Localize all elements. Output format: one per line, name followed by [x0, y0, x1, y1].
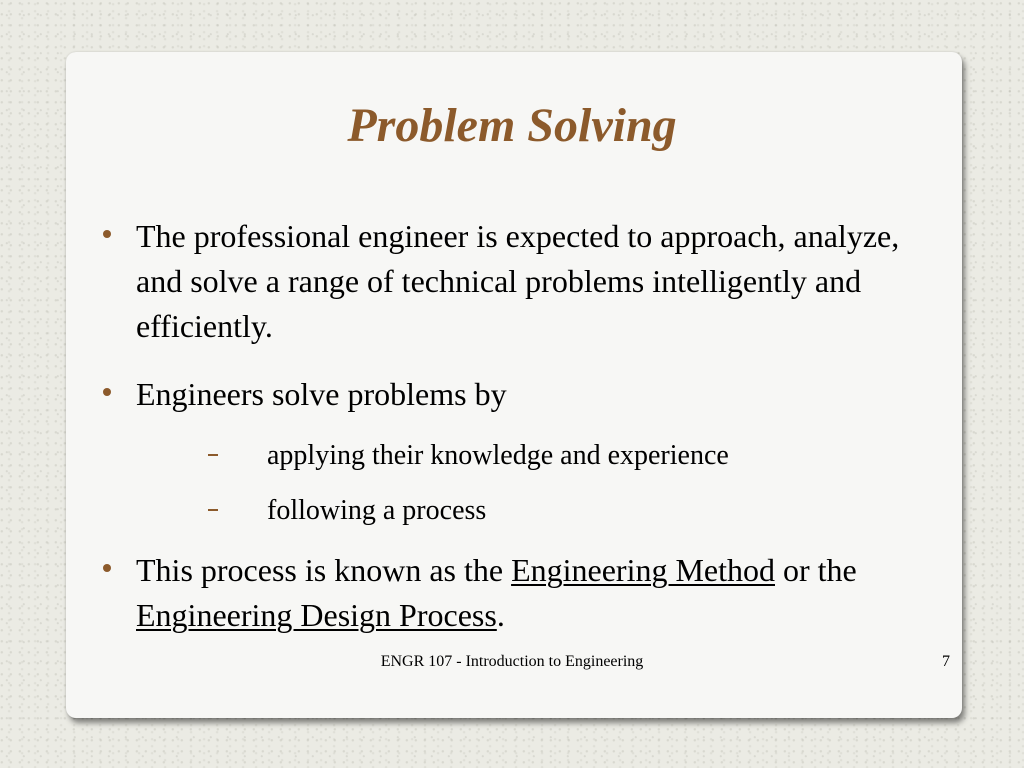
- sub-bullet-text: applying their knowledge and experience: [267, 440, 729, 471]
- engineering-method-link[interactable]: Engineering Method: [511, 552, 775, 588]
- bullet-text: Engineers solve problems by: [136, 376, 507, 412]
- sub-bullet-marker: [208, 454, 218, 456]
- bullet-marker: [103, 230, 111, 238]
- bullet-text-middle: or the: [775, 552, 857, 588]
- sub-bullet-item-1: [208, 439, 928, 473]
- slide-footer: ENGR 107 - Introduction to Engineering: [380, 653, 644, 670]
- engineering-design-process-link[interactable]: Engineering Design Process: [136, 597, 497, 633]
- bullet-item-3: [103, 548, 943, 638]
- bullet-text-prefix: This process is known as the: [136, 552, 512, 588]
- bullet-item-2: [103, 372, 943, 417]
- sub-bullet-item-2: [208, 494, 928, 528]
- bullet-item-1: [103, 214, 943, 349]
- page-number: 7: [942, 653, 950, 670]
- sub-bullet-marker: [208, 509, 218, 511]
- bullet-text: [136, 548, 943, 638]
- bullet-text: The professional engineer is expected to approach, analyze, and solve a range of technical problems intelligently and efficiently.: [136, 218, 900, 344]
- slide-title: Problem Solving: [347, 99, 677, 152]
- bullet-text-suffix: .: [496, 597, 505, 633]
- bullet-marker: [103, 564, 111, 572]
- sub-bullet-text: following a process: [267, 495, 487, 526]
- bullet-marker: [103, 388, 111, 396]
